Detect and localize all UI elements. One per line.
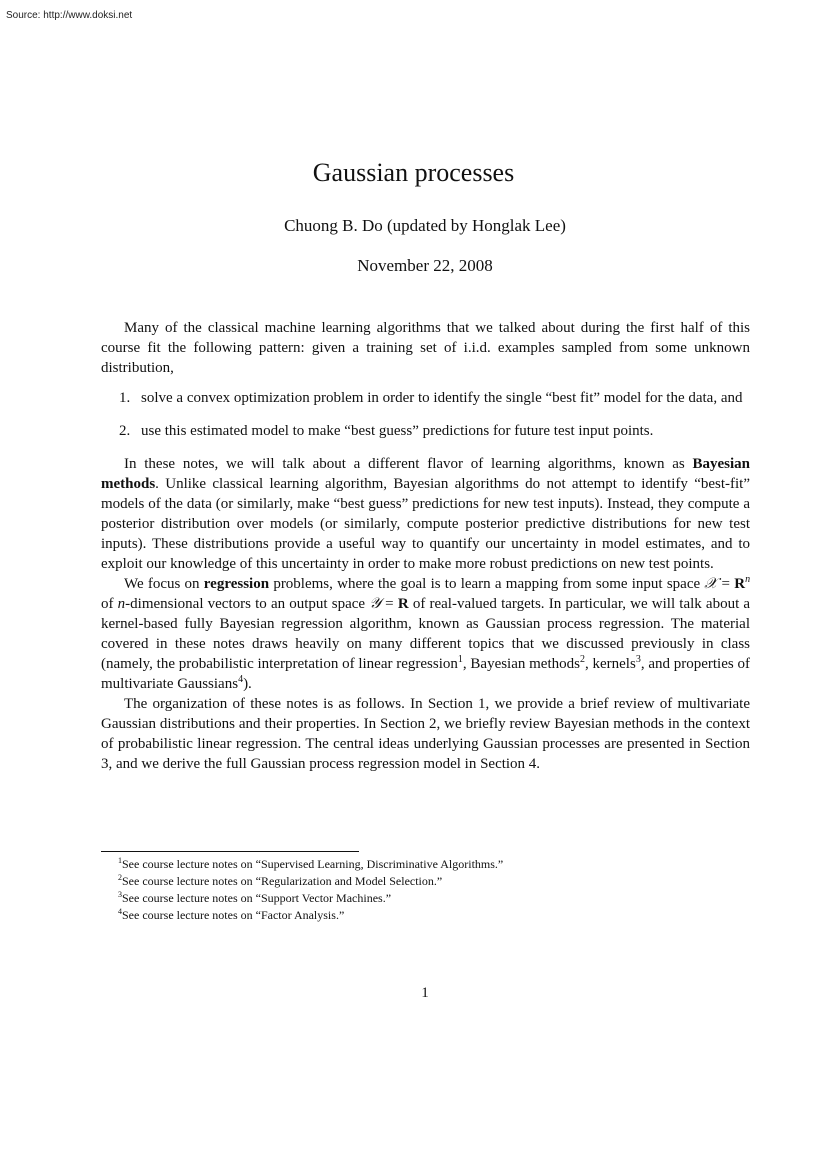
paper-date: November 22, 2008 [357, 256, 493, 275]
math-superscript: n [745, 574, 751, 585]
footnote-number: 4 [118, 907, 122, 916]
text-run: , and properties of multivariate Gaussians [101, 656, 750, 692]
math-symbol: n [117, 596, 126, 612]
source-url: Source: http://www.doksi.net [6, 10, 133, 21]
paper-body [101, 318, 750, 774]
text-run: of [101, 596, 114, 612]
regression-paragraph [101, 574, 750, 694]
footnotes [118, 856, 503, 924]
footnote-text: See course lecture notes on “Factor Analysis.” [122, 908, 345, 922]
text-run: We focus on [124, 576, 200, 592]
math-symbol: = [385, 596, 394, 612]
footnote-ref: 4 [238, 674, 244, 685]
footnote-text: See course lecture notes on “Support Vector Machines.” [122, 891, 392, 905]
math-symbol: 𝒴 [369, 596, 381, 612]
text-run: -dimensional vectors to an output space [125, 596, 366, 612]
paper-title: Gaussian processes [312, 158, 515, 187]
text-run: , kernels [584, 656, 636, 672]
list-item-number: 1. [119, 390, 131, 406]
bold-term: Bayesian methods [101, 456, 750, 492]
footnote [118, 856, 503, 873]
list-item-text: use this estimated model to make “best guess” predictions for future test input points. [141, 423, 654, 439]
text-run: problems, where the goal is to learn a mapping from some input space [273, 576, 701, 592]
text-run: In these notes, we will talk about a different flavor of learning algorithms, known as [124, 456, 685, 472]
text-run: , Bayesian methods [462, 656, 580, 672]
organization-paragraph: The organization of these notes is as follows. In Section 1, we provide a brief review of multivariate Gaussian distributions and their properties. In Section 2, we briefly review Bayesian methods in the context of probabilistic linear regression. The central ideas underlying Gaussian processes are presented in Section 3, and we derive the full Gaussian process regression model in Section 4. [101, 696, 750, 772]
bayesian-paragraph [101, 454, 750, 574]
footnote-ref: 2 [579, 654, 585, 665]
text-run: of real-valued targets. In particular, we will talk about a kernel-based fully Bayesian regression algorithm, known as Gaussian process regression. The material covered in these notes draws heavily on many different topics that we discussed previously in class (namely, the probabilistic interpretation of linear regression [101, 596, 751, 672]
footnote-ref: 3 [635, 654, 641, 665]
footnote-ref: 1 [457, 654, 463, 665]
math-symbol: = [721, 576, 730, 592]
bold-term: regression [203, 576, 270, 592]
list-item-text: solve a convex optimization problem in order to identify the single “best fit” model for the data, and [141, 390, 743, 406]
page-number: 1 [421, 985, 429, 1001]
footnote [118, 907, 503, 924]
intro-paragraph: Many of the classical machine learning algorithms that we talked about during the first half of this course fit the following pattern: given a training set of i.i.d. examples sampled from some unknown distribution, [101, 320, 750, 376]
math-symbol: 𝒳 [704, 576, 718, 592]
footnote-text: See course lecture notes on “Regularization and Model Selection.” [122, 874, 443, 888]
math-symbol: R [397, 596, 409, 612]
footnote-rule [101, 851, 359, 852]
text-run: ). [243, 676, 252, 692]
footnote-text: See course lecture notes on “Supervised Learning, Discriminative Algorithms.” [122, 857, 504, 871]
footnote-number: 2 [118, 873, 122, 882]
numbered-list [101, 388, 750, 441]
paper-author: Chuong B. Do (updated by Honglak Lee) [284, 216, 566, 235]
math-symbol: R [734, 576, 746, 592]
footnote-number: 1 [118, 856, 122, 865]
list-item [101, 388, 750, 408]
list-item [101, 421, 750, 441]
footnote [118, 873, 503, 890]
text-run: . Unlike classical learning algorithm, Bayesian algorithms do not attempt to identify “best-fit” models of the data (or similarly, make “best guess” predictions for new test inputs). Instead, they compute a posterior distribution over models (or similarly, compute posterior predictive distributions for new test inputs). These distributions provide a useful way to quantify our uncertainty in model estimates, and to exploit our knowledge of this uncertainty in order to make more robust predictions on new test points. [101, 476, 750, 572]
footnote-number: 3 [118, 890, 122, 899]
list-item-number: 2. [119, 423, 131, 439]
footnote [118, 890, 503, 907]
